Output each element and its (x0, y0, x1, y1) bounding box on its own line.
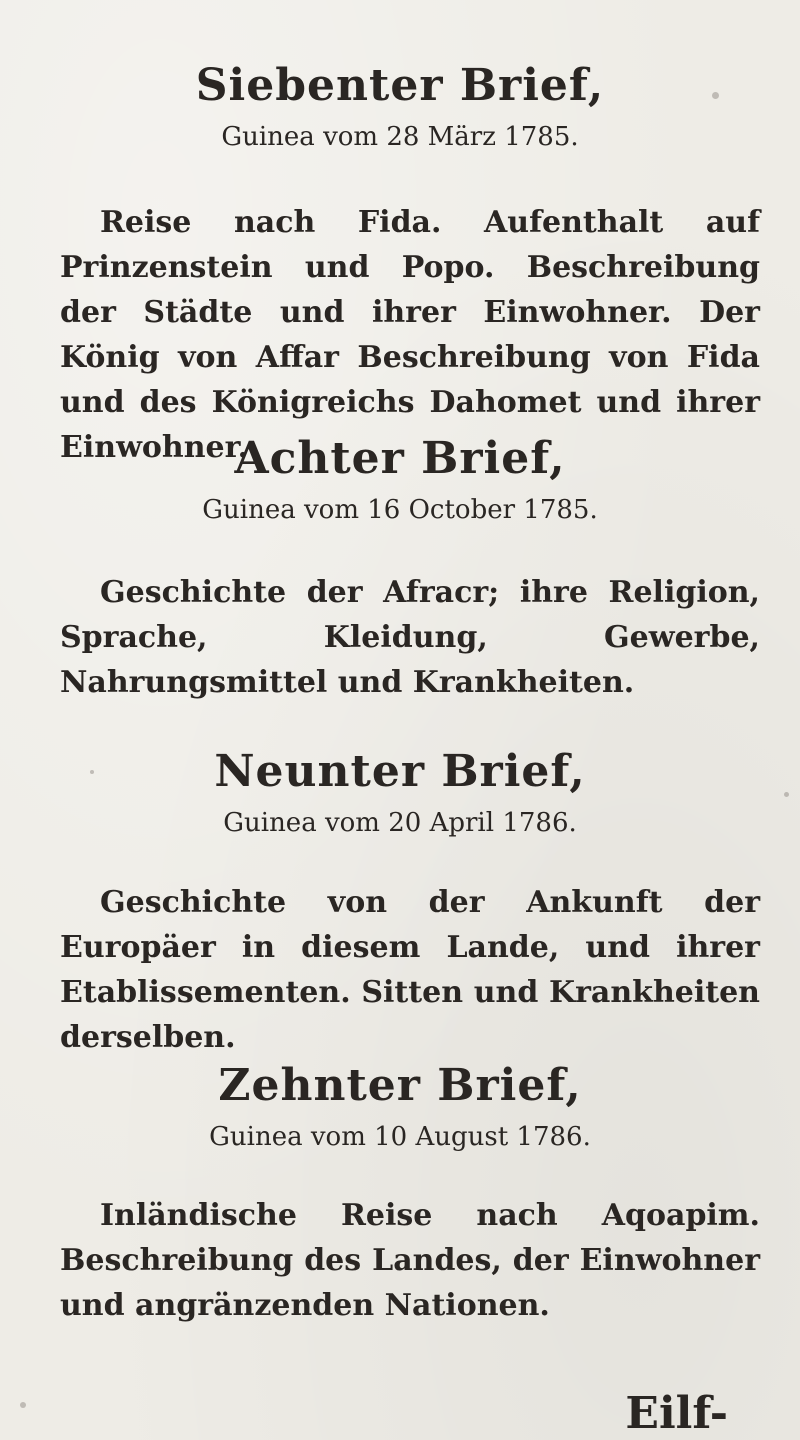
letter-section (0, 62, 800, 154)
paper-speck (20, 1402, 26, 1408)
letter-dateline: Guinea vom 16 October 1785. (202, 495, 598, 526)
letter-dateline: Guinea vom 10 August 1786. (209, 1122, 591, 1153)
letter-heading: Achter Brief, (234, 433, 566, 484)
letter-dateline: Guinea vom 28 März 1785. (221, 122, 579, 153)
letter-summary: Inländische Reise nach Aqoapim. Beschreibung des Landes, der Einwohner und angränzenden Nationen. (60, 1198, 760, 1323)
letter-section (0, 435, 800, 527)
catchword: Eilf- (625, 1388, 728, 1439)
letter-heading: Neunter Brief, (214, 746, 586, 797)
paper-speck (784, 792, 789, 797)
letter-dateline: Guinea vom 20 April 1786. (223, 808, 577, 839)
paper-speck (90, 770, 94, 774)
letter-section (0, 748, 800, 840)
letter-summary: Geschichte von der Ankunft der Europäer in diesem Lande, und ihrer Etablissementen. Sitten und Krankheiten derselben. (60, 885, 760, 1055)
letter-heading: Siebenter Brief, (195, 60, 605, 111)
paper-speck (712, 92, 719, 99)
letter-section (0, 1062, 800, 1154)
letter-heading: Zehnter Brief, (218, 1060, 582, 1111)
letter-summary: Reise nach Fida. Aufenthalt auf Prinzenstein und Popo. Beschreibung der Städte und ihrer Einwohner. Der König von Affar Beschreibung von Fida und des Königreichs Dahomet und ihrer Einwohner. (60, 205, 760, 465)
letter-summary: Geschichte der Afracr; ihre Religion, Sprache, Kleidung, Gewerbe, Nahrungsmittel und Krankheiten. (60, 575, 760, 700)
